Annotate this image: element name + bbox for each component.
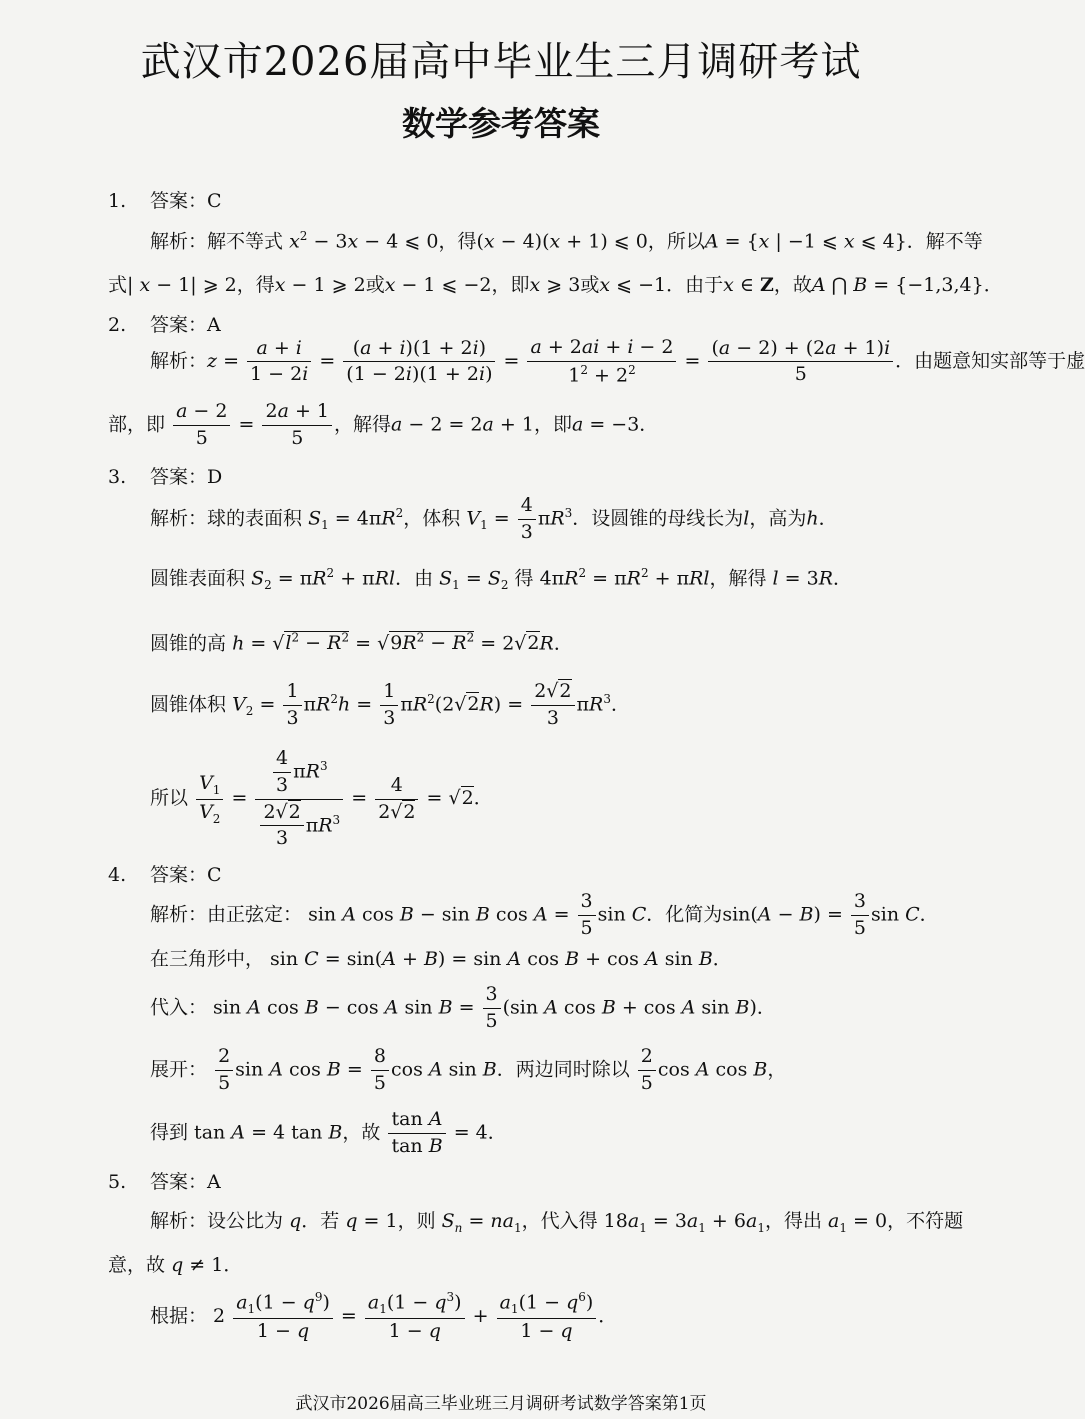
q3-line-5: 所以 $\frac{V_1}{V_2}$ = $\frac{4}{3}$ $\pi R^3$ $\frac{2√2}{3}$ $\pi R^3$ = $\frac{4}{2√2}$ = √2．	[150, 747, 493, 850]
q2-line-1: 解析：z = $\frac{a + i}{1 - 2i}$ = $\frac{(a + i)(1 + 2i)}{(1 - 2i)(1 + 2i)}$ = $\frac{a + 2ai + i - 2}{1^2 + 2^2}$ = $\frac{(a - 2) + (2a + 1)i}{5}$ ．由题意知实部等于虚	[150, 336, 1085, 387]
q4-line-3: 代入： sin A cos B − cos A sin B = $\frac{3}{5}$ (sin A cos B + cos A sin B)．	[150, 983, 776, 1032]
q3-line-3: 圆锥的高 $h = √l^2 - R^2 = √9R^2 - R^2 = 2√2R$．	[150, 631, 573, 655]
q5-line-1: 解析：设公比为 q．若 q = 1，则 $S_n = na_1$，代入得 $18a_1 = 3a_1 + 6a_1$，得出 $a_1 = 0$，不符题	[150, 1210, 964, 1235]
page-title: 武汉市2026届高中毕业生三月调研考试	[140, 39, 862, 85]
q2-line-2: 部，即 $\frac{a - 2}{5}$ = $\frac{2a + 1}{5}$ ，解得a − 2 = 2a + 1，即a = −3．	[108, 400, 659, 449]
q4-line-5: 得到 tan A = 4 tan B，故 $\frac{\text{tan A}}{\text{tan B}}$ = 4．	[150, 1108, 507, 1157]
q4-line-4: 展开： $\frac{2}{5}$ sin A cos B = $\frac{8}{5}$ cos A sin B．两边同时除以 $\frac{2}{5}$ cos A cos B，	[150, 1045, 787, 1094]
page-subtitle: 数学参考答案	[402, 104, 600, 143]
q1-line-2: 式| x − 1| ⩾ 2，得x − 1 ⩾ 2或x − 1 ⩽ −2，即x ⩾ 3或x ⩽ −1．由于x ∈ Z，故A ⋂ B = {−1,3,4}．	[108, 274, 1003, 296]
q1-line-1: 解析：解不等式 $x^2 - 3x - 4$ ⩽ 0，得(x − 4)(x + 1) ⩽ 0，所以A = {x | −1 ⩽ x ⩽ 4}．解不等	[150, 229, 983, 253]
q3-line-1: 解析：球的表面积 $S_1 = 4\pi R^2$，体积 $V_1$ = $\frac{4}{3}$ $\pi R^3$．设圆锥的母线长为l，高为h．	[150, 494, 838, 543]
answer-4: 4. 答案：C	[108, 864, 222, 886]
q3-line-4: 圆锥体积 $V_2$ = $\frac{1}{3}$ $\pi R^2h$ = $\frac{1}{3}$ $\pi R^2(2√2R)$ = $\frac{2√2}{3}$ $\pi R^3$．	[150, 680, 630, 729]
answer-3: 3. 答案：D	[108, 466, 223, 488]
q5-line-2: 意，故 q ≠ 1．	[108, 1254, 243, 1276]
answer-2: 2. 答案：A	[108, 314, 221, 336]
q3-line-2: 圆锥表面积 $S_2 = \pi R^2 + \pi Rl$．由 $S_1 = S_2$ 得 $4\pi R^2 = \pi R^2 + \pi Rl$，解得 l = 3R．	[150, 566, 853, 593]
q5-line-3: 根据： 2 $\frac{a_1(1 - q^9)}{1 - q}$ = $\frac{a_1(1 - q^3)}{1 - q}$ + $\frac{a_1(1 - q^6)}{1 - q}$ ．	[150, 1290, 618, 1343]
page-footer: 武汉市2026届高三毕业班三月调研考试数学答案第1页	[295, 1394, 707, 1414]
q4-line-1: 解析：由正弦定： sin A cos B − sin B cos A = $\frac{3}{5}$ sin C．化简为sin(A − B) = $\frac{3}{5}$ sin C．	[150, 890, 939, 939]
answer-1: 1. 答案：C	[108, 190, 222, 212]
answer-5: 5. 答案：A	[108, 1171, 221, 1193]
q4-line-2: 在三角形中， sin C = sin(A + B) = sin A cos B + cos A sin B．	[150, 948, 732, 970]
